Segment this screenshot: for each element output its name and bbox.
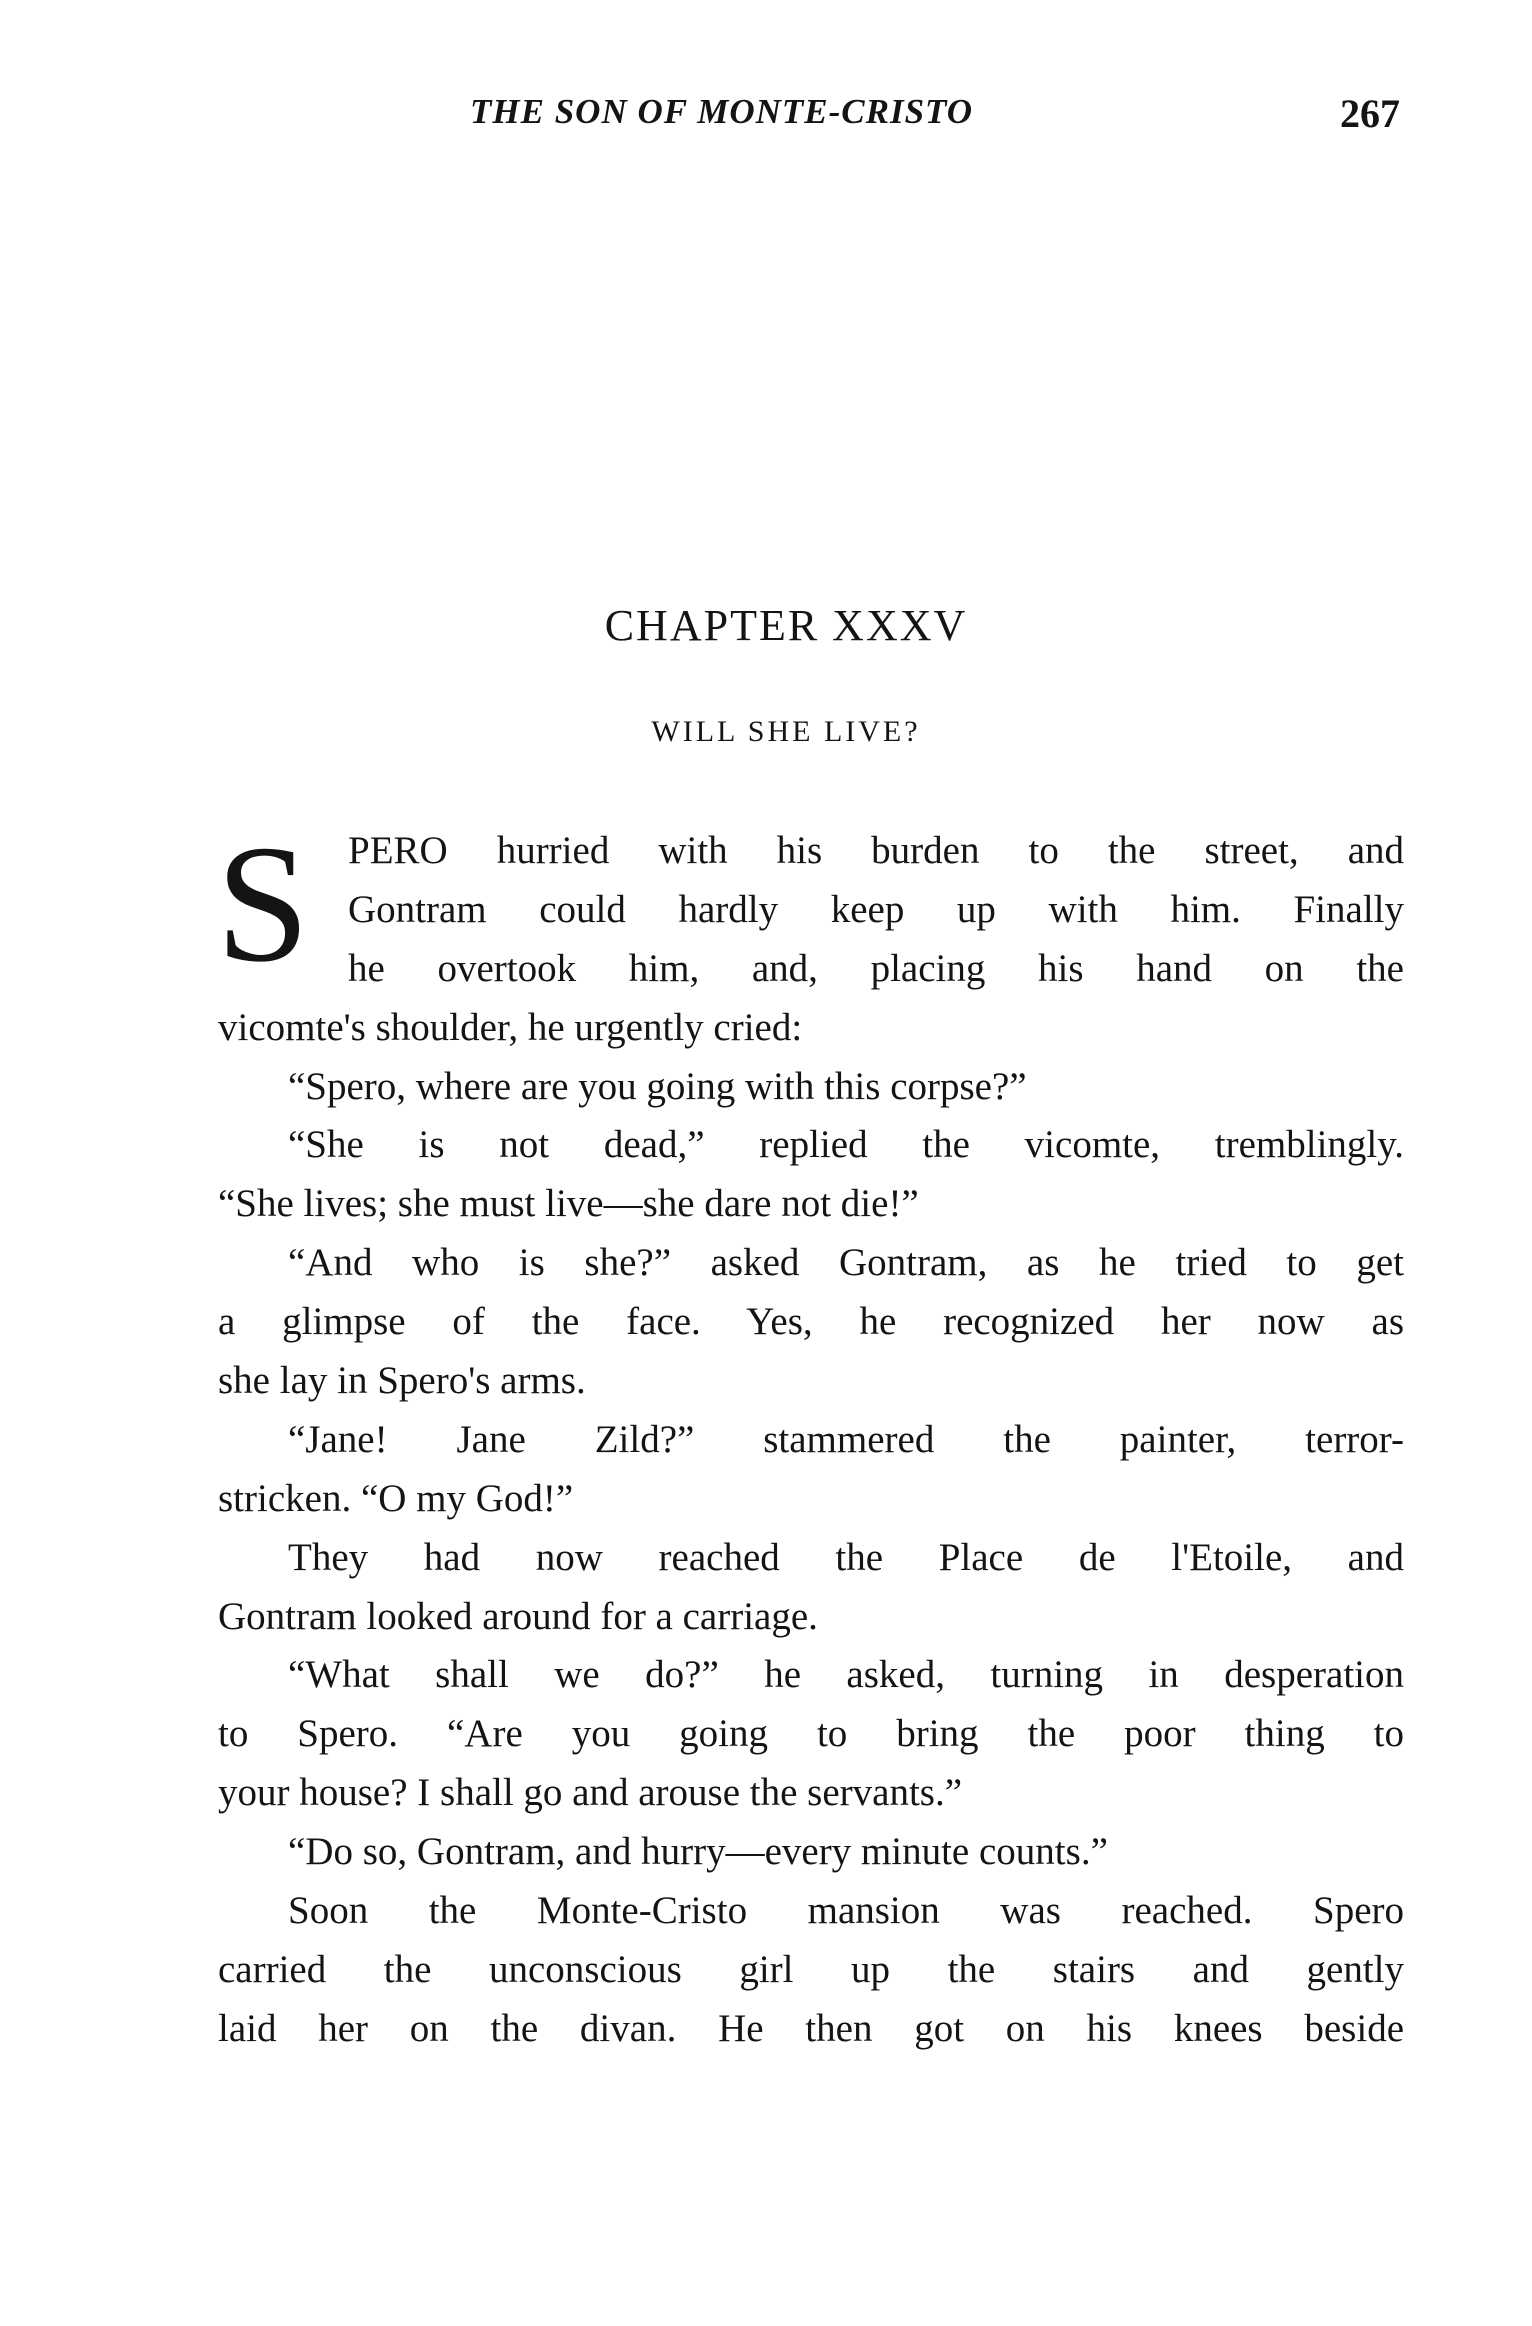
page-number: 267	[1340, 91, 1400, 136]
text-line: “She lives; she must live—she dare not die!”	[218, 1182, 919, 1226]
running-header	[470, 92, 1420, 142]
text-line: he overtook him, and, placing his hand on the	[348, 946, 1404, 990]
text-line: Soon the Monte-Cristo mansion was reached. Spero	[288, 1889, 1404, 1933]
text-line: Gontram could hardly keep up with him. Finally	[348, 887, 1404, 931]
text-line: she lay in Spero's arms.	[218, 1359, 586, 1403]
chapter-title: CHAPTER XXXV	[604, 601, 968, 650]
text-line: to Spero. “Are you going to bring the poor thing to	[218, 1712, 1404, 1756]
text-line: your house? I shall go and arouse the servants.”	[218, 1771, 963, 1815]
text-line: laid her on the divan. He then got on his knees beside	[218, 2006, 1404, 2050]
text-line: carried the unconscious girl up the stairs and gently	[218, 1947, 1404, 1991]
text-line: a glimpse of the face. Yes, he recognized her now as	[218, 1300, 1404, 1344]
text-line: They had now reached the Place de l'Etoile, and	[288, 1535, 1404, 1579]
text-line: “What shall we do?” he asked, turning in desperation	[288, 1653, 1404, 1697]
text-line: “Do so, Gontram, and hurry—every minute counts.”	[288, 1830, 1108, 1874]
text-line: vicomte's shoulder, he urgently cried:	[218, 1005, 803, 1049]
text-line: “Spero, where are you going with this corpse?”	[288, 1064, 1027, 1108]
running-title: THE SON OF MONTE-CRISTO	[470, 92, 974, 131]
text-line: Gontram looked around for a carriage.	[218, 1594, 818, 1638]
drop-cap: S	[216, 811, 310, 997]
text-line: “And who is she?” asked Gontram, as he tried to get	[288, 1241, 1404, 1285]
chapter-subtitle: WILL SHE LIVE?	[651, 715, 921, 748]
text-line: “She is not dead,” replied the vicomte, tremblingly.	[288, 1123, 1404, 1167]
text-line: “Jane! Jane Zild?” stammered the painter, terror-	[288, 1417, 1404, 1461]
text-line: stricken. “O my God!”	[218, 1476, 574, 1520]
text-line: PERO hurried with his burden to the street, and	[348, 829, 1404, 872]
body-text	[216, 811, 1404, 2059]
